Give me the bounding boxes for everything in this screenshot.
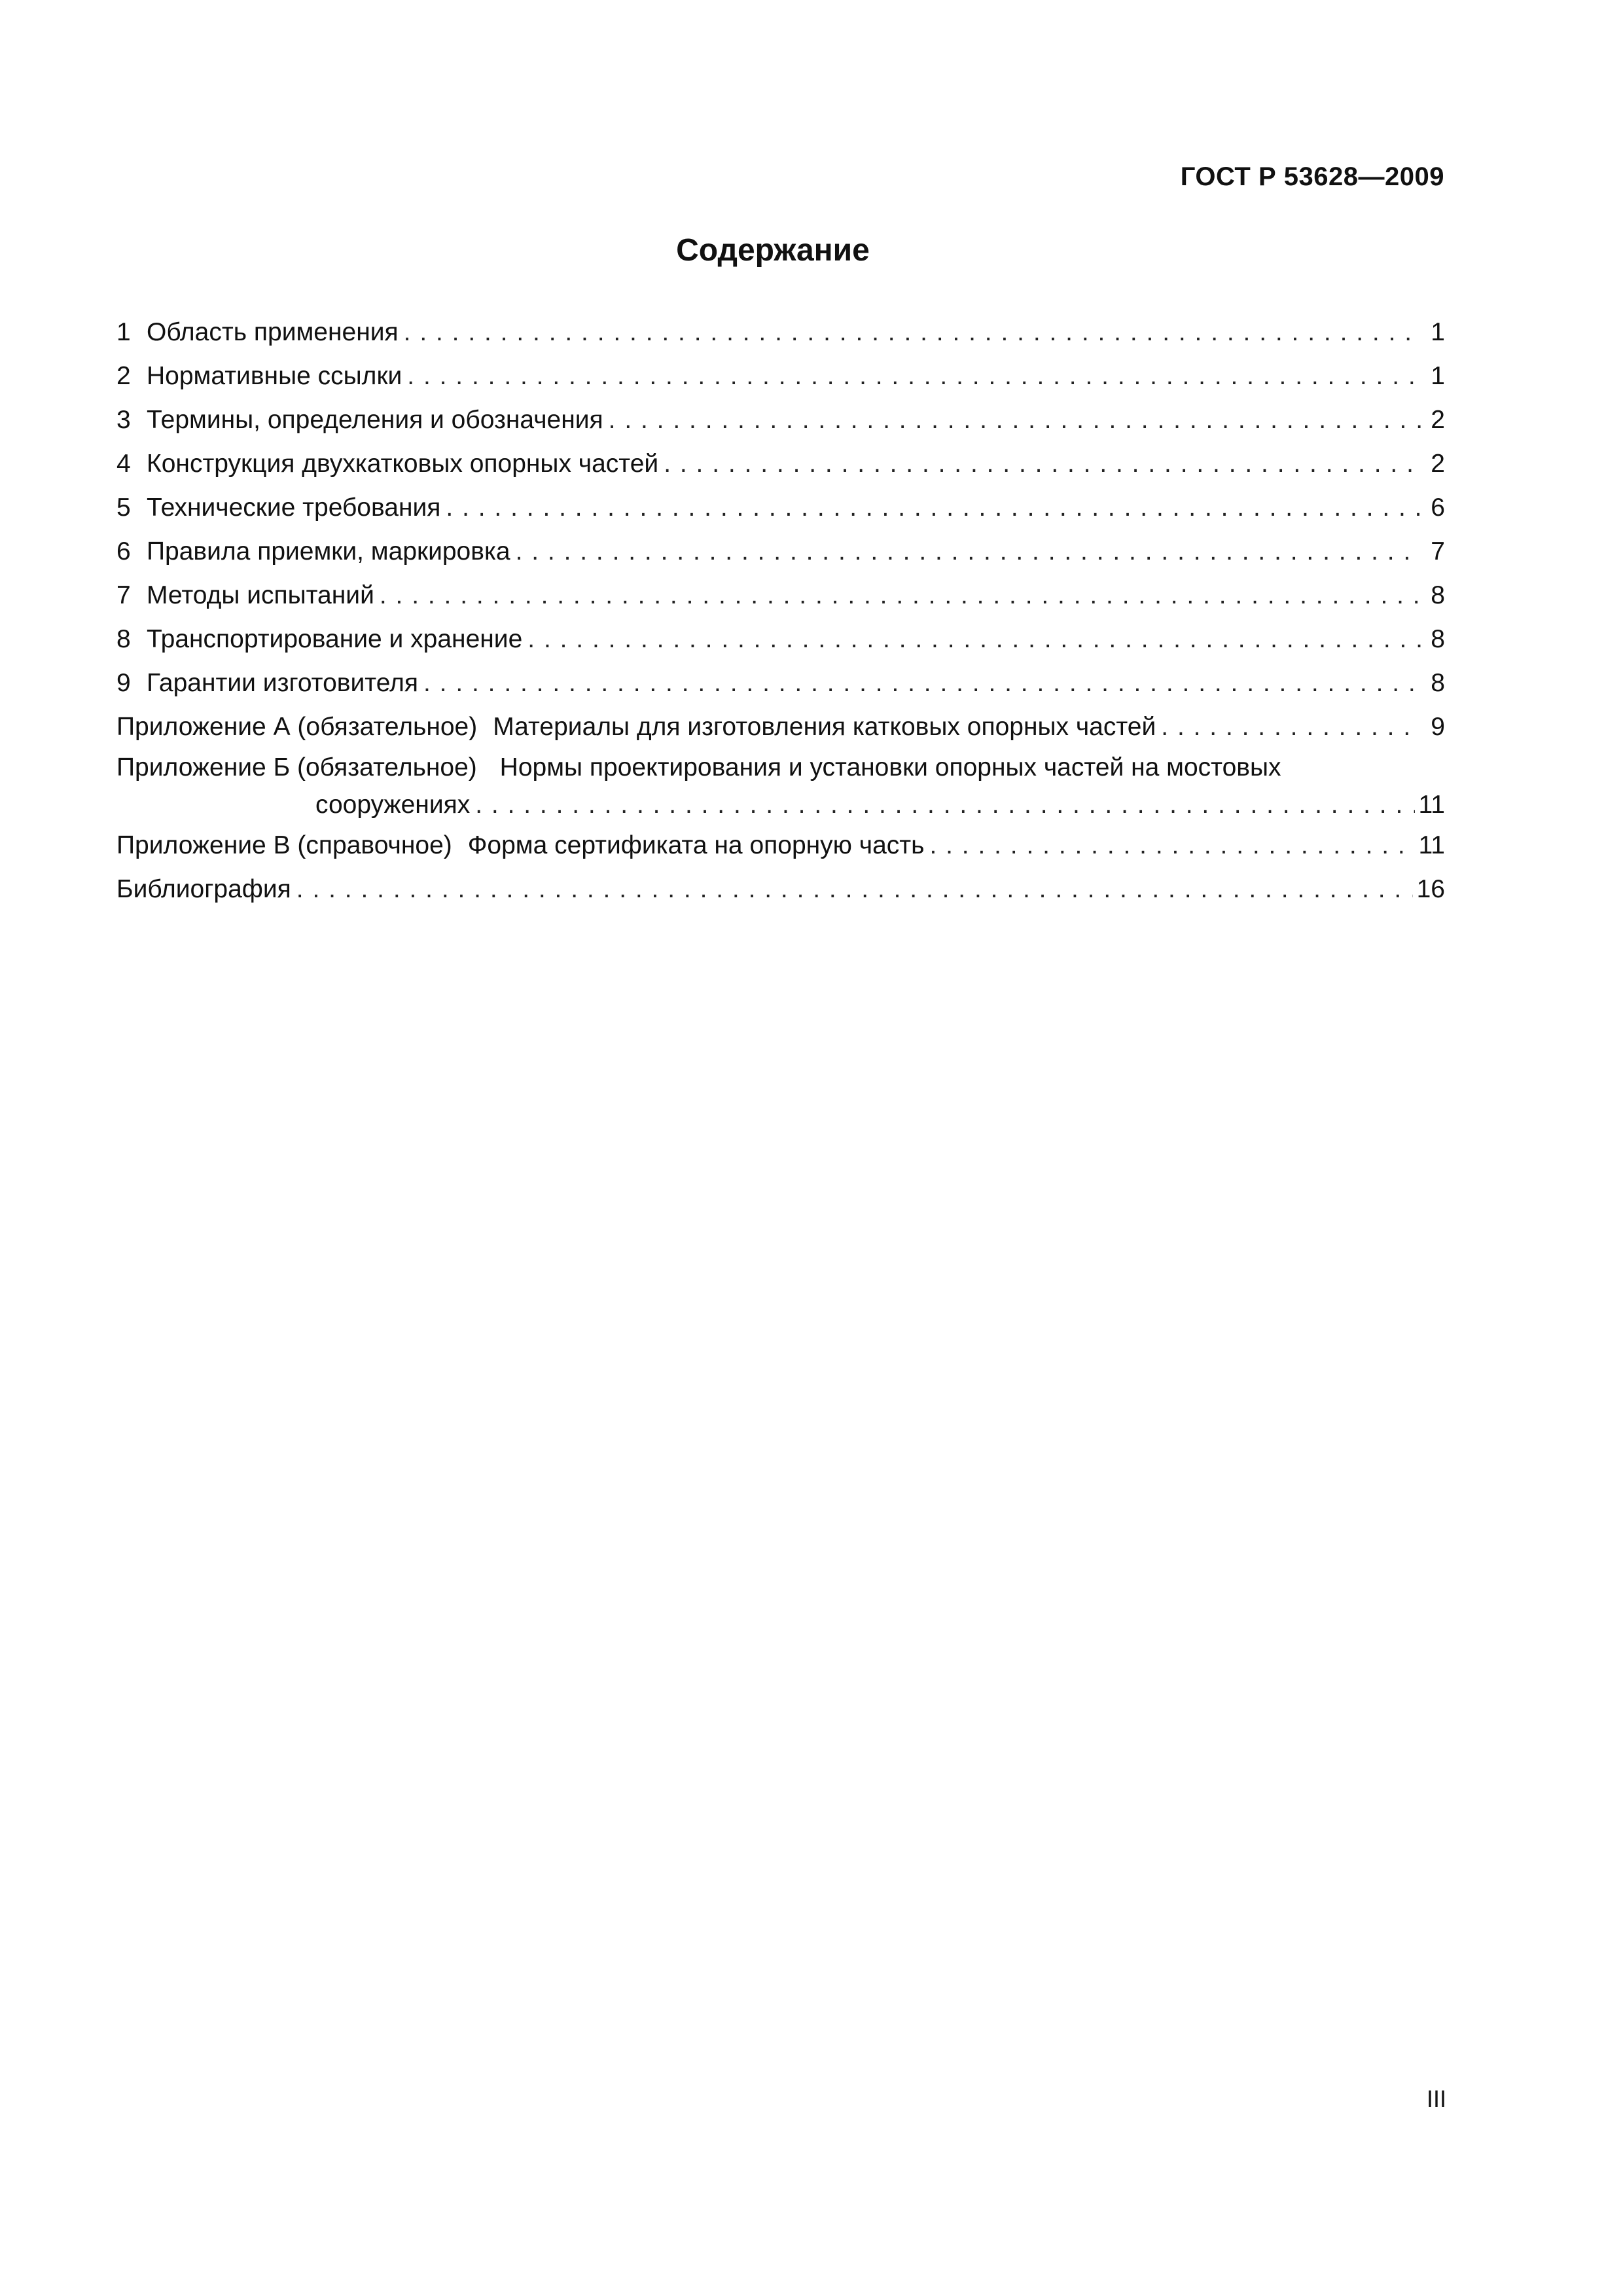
toc-entry-number: 5	[116, 493, 131, 522]
toc-dot-leader	[446, 486, 1421, 529]
toc-entry-2[interactable]	[116, 354, 1445, 398]
toc-entry-7[interactable]	[116, 573, 1445, 617]
toc-entry-title: Термины, определения и обозначения	[147, 406, 603, 434]
toc-dot-leader	[527, 617, 1421, 661]
toc-appendix-b-line2	[116, 786, 1445, 823]
toc-entry-page: 2	[1431, 406, 1445, 434]
toc-entry-9[interactable]	[116, 661, 1445, 705]
toc-title: Содержание	[676, 233, 870, 268]
toc-entry-3[interactable]	[116, 398, 1445, 442]
toc-dot-leader	[296, 867, 1413, 911]
toc-appendix-label: Приложение Б (обязательное)	[116, 753, 477, 781]
toc-entry-1[interactable]	[116, 310, 1445, 354]
toc-entry-number: 6	[116, 537, 131, 565]
toc-bibliography-title: Библиография	[116, 875, 291, 903]
toc-entry-page: 7	[1431, 537, 1445, 565]
toc-bibliography[interactable]	[116, 867, 1445, 911]
toc-entry-page: 6	[1431, 493, 1445, 522]
toc-entry-8[interactable]	[116, 617, 1445, 661]
toc-dot-leader	[475, 786, 1414, 823]
toc-appendix-a[interactable]	[116, 705, 1445, 749]
toc-dot-leader	[929, 823, 1414, 867]
toc-entry-number: 2	[116, 362, 131, 390]
toc-entry-5[interactable]	[116, 486, 1445, 529]
toc-appendix-page: 11	[1418, 831, 1445, 859]
toc-dot-leader	[1161, 705, 1421, 749]
toc-bibliography-page: 16	[1416, 875, 1445, 903]
toc-appendix-title-continued: сооружениях	[315, 791, 471, 819]
toc-appendix-label: Приложение А (обязательное)	[116, 713, 478, 741]
toc-appendix-title: Нормы проектирования и установки опорных частей на мостовых	[499, 753, 1281, 781]
toc-entry-title: Гарантии изготовителя	[147, 669, 418, 697]
toc-dot-leader	[609, 398, 1421, 442]
toc-appendix-label: Приложение В (справочное)	[116, 831, 452, 859]
toc-appendix-page: 11	[1418, 791, 1445, 819]
toc-entry-number: 7	[116, 581, 131, 609]
toc-entry-page: 1	[1431, 318, 1445, 346]
toc-entry-number: 8	[116, 625, 131, 653]
toc-entry-page: 2	[1431, 450, 1445, 478]
toc-entry-4[interactable]	[116, 442, 1445, 486]
toc-appendix-v[interactable]	[116, 823, 1445, 867]
toc-entry-title: Нормативные ссылки	[147, 362, 402, 390]
toc-appendix-page: 9	[1431, 713, 1445, 741]
toc-entry-title: Методы испытаний	[147, 581, 374, 609]
toc-dot-leader	[423, 661, 1421, 705]
toc-appendix-title: Форма сертификата на опорную часть	[467, 831, 925, 859]
page-number: III	[1426, 2085, 1446, 2112]
toc-entry-number: 3	[116, 406, 131, 434]
toc-dot-leader	[380, 573, 1421, 617]
toc-entry-page: 8	[1431, 669, 1445, 697]
toc-entry-6[interactable]	[116, 529, 1445, 573]
toc-entry-page: 8	[1431, 581, 1445, 609]
toc-entry-page: 1	[1431, 362, 1445, 390]
toc-entry-title: Конструкция двухкатковых опорных частей	[147, 450, 659, 478]
toc-entry-number: 1	[116, 318, 131, 346]
toc-entry-title: Правила приемки, маркировка	[147, 537, 510, 565]
document-code: ГОСТ Р 53628—2009	[1180, 162, 1444, 191]
toc-entry-number: 4	[116, 450, 131, 478]
toc-appendix-b[interactable]	[116, 749, 1445, 823]
toc-appendix-b-line1	[116, 749, 1445, 786]
toc-dot-leader	[516, 529, 1421, 573]
toc-entry-title: Технические требования	[147, 493, 441, 522]
toc-appendix-title: Материалы для изготовления катковых опорных частей	[493, 713, 1156, 741]
toc-dot-leader	[404, 310, 1421, 354]
toc-entry-title: Транспортирование и хранение	[147, 625, 523, 653]
table-of-contents	[116, 310, 1445, 911]
toc-dot-leader	[664, 442, 1421, 486]
toc-entry-page: 8	[1431, 625, 1445, 653]
toc-entry-title: Область применения	[147, 318, 399, 346]
toc-entry-number: 9	[116, 669, 131, 697]
toc-dot-leader	[407, 354, 1421, 398]
